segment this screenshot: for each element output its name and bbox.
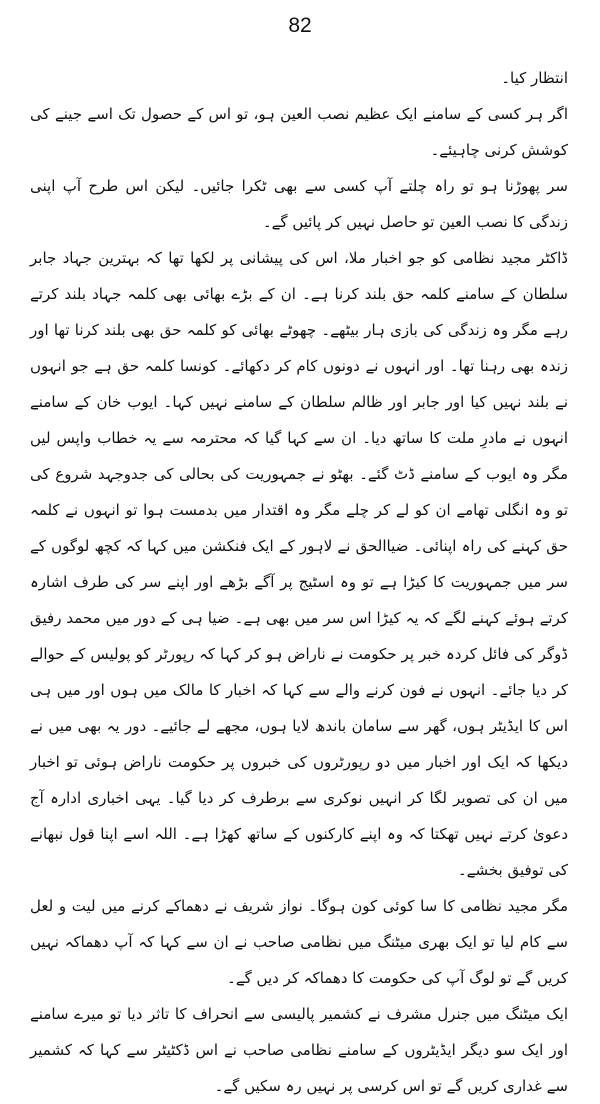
paragraph-aim-in-life: اگر ہر کسی کے سامنے ایک عظیم نصب العین ہو، تو اس کے حصول تک اسے جینے کی کوشش کرنی چاہیئے۔: [30, 105, 568, 159]
page-number: 82: [288, 14, 312, 37]
paragraph-musharraf: ایک میٹنگ میں جنرل مشرف نے کشمیر پالیسی سے انحراف کا تاثر دیا تو میرے سامنے اور ایک سو دیگر ایڈیٹروں کے سامنے نظامی صاحب نے اس ڈکٹیٹر سے کہا کہ کشمیر سے غداری کریں گے تو اس کرسی پر نہیں رہ سکیں گے۔: [30, 1005, 568, 1095]
page-body: [30, 60, 568, 1104]
paragraph-nizami-history: ڈاکٹر مجید نظامی کو جو اخبار ملا، اس کی پیشانی پر لکھا تھا کہ بہترین جہاد جابر سلطان کے سامنے کلمہ حق بلند کرنا ہے۔ ان کے بڑے بھائی بھی کلمہ جہاد بلند کرتے رہے مگر وہ زندگی کی بازی ہار بیٹھے۔ چھوٹے بھائی کو کلمہ حق بھی بلند کرنا تھا اور زندہ بھی رہنا تھا۔ اور انہوں نے دونوں کام کر دکھائے۔ کونسا کلمہ حق ہے جو انہوں نے بلند نہیں کیا اور جابر اور ظالم سلطان کے سامنے نہیں کہا۔ ایوب خان کے سامنے انہوں نے مادرِ ملت کا ساتھ دیا۔ ان سے کہا گیا کہ محترمہ سے یہ خطاب واپس لیں مگر وہ ایوب کے سامنے ڈٹ گئے۔ بھٹو نے جمہوریت کی بحالی کی جدوجہد شروع کی تو وہ انگلی تھامے ان کو لے کر چلے مگر وہ اقتدار میں بدمست ہوا تو انہوں نے کلمہ حق کہنے کی راہ اپنائی۔ ضیاالحق نے لاہور کے ایک فنکشن میں کہا کہ کچھ لوگوں کے سر میں جمہوریت کا کیڑا ہے تو وہ اسٹیج پر آگے بڑھے اور اپنے سر کی طرف اشارہ کرتے ہوئے کہنے لگے کہ یہ کیڑا اس سر میں بھی ہے۔ ضیا ہی کے دور میں محمد رفیق ڈوگر کی فائل کردہ خبر پر حکومت نے ناراض ہو کر کہا کہ رپورٹر کو پولیس کے حوالے کر دیا جائے۔ انہوں نے فون کرنے والے سے کہا کہ اخبار کا مالک میں ہوں اور میں ہی اس کا ایڈیٹر ہوں، گھر سے سامان باندھ لایا ہوں، مجھے لے جائیے۔ دور یہ بھی میں نے دیکھا کہ ایک اور اخبار میں دو رپورٹروں کی خبروں پر حکومت ناراض ہوئی تو اخبار میں ان کی تصویر لگا کر انہیں نوکری سے برطرف کر دیا گیا۔ یہی اخباری ادارہ آج دعویٰ کرتے نہیں تھکتا کہ وہ اپنے کارکنوں کے ساتھ کھڑا ہے۔ اللہ اسے اپنا قول نبھانے کی توفیق بخشے۔: [30, 249, 568, 879]
paragraph-nawaz-sharif: مگر مجید نظامی کا سا کوئی کون ہوگا۔ نواز شریف نے دھماکے کرنے میں لیت و لعل سے کام لیا تو ایک بھری میٹنگ میں نظامی صاحب نے ان سے کہا کہ آپ دھماکہ نہیں کریں گے تو لوگ آپ کی حکومت کا دھماکہ کر دیں گے۔: [30, 897, 568, 987]
paragraph-headbutting: سر پھوڑنا ہو تو راہ چلتے آپ کسی سے بھی ٹکرا جائیں۔ لیکن اس طرح آپ اپنی زندگی کا نصب العین تو حاصل نہیں کر پائیں گے۔: [30, 177, 568, 231]
paragraph-opening-fragment: انتظار کیا۔: [501, 69, 568, 87]
